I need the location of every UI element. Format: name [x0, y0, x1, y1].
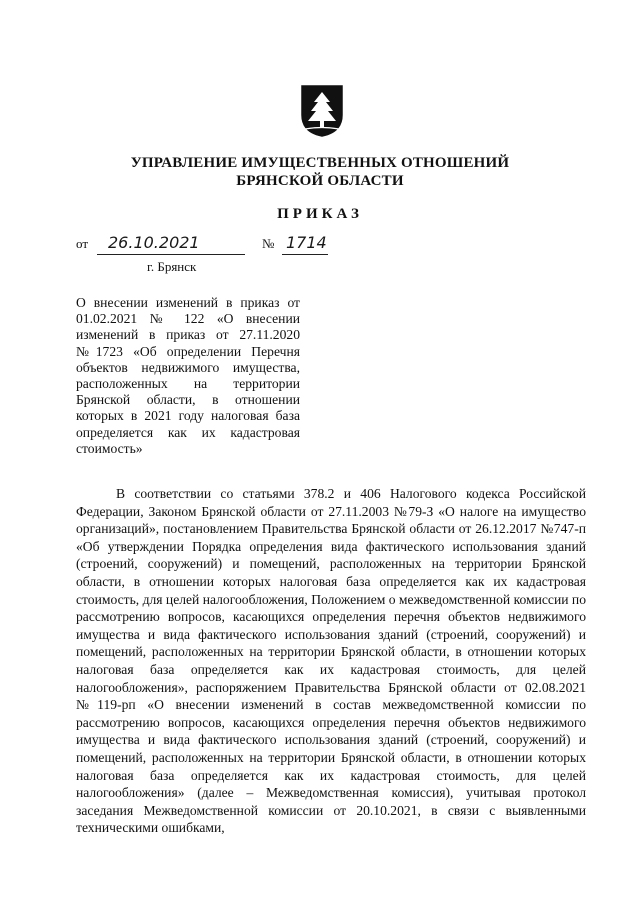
- bryansk-coat-of-arms-icon: [301, 85, 343, 137]
- org-name-line2: БРЯНСКОЙ ОБЛАСТИ: [236, 173, 404, 189]
- org-name-line1: УПРАВЛЕНИЕ ИМУЩЕСТВЕННЫХ ОТНОШЕНИЙ: [130, 155, 510, 171]
- date-underline: [97, 254, 245, 255]
- handwritten-number: 1714: [286, 233, 327, 252]
- number-label: №: [262, 236, 275, 251]
- order-subject: О внесении изменений в приказ от 01.02.2021 № 122 «О внесении изменений в приказ от 27.11.2020 №1723 «Об определении Перечня объектов недвижимого имущества, расположенных на территории Брянской области, в отношении которых в 2021 году налоговая база определяется как их кадастровая стоимость»: [76, 295, 300, 456]
- date-label: от: [76, 236, 89, 251]
- order-title: ПРИКАЗ: [277, 206, 363, 222]
- order-body-paragraph: В соответствии со статьями 378.2 и 406 Налогового кодекса Российской Федерации, Законом Брянской области от 27.11.2003 №79-З «О налоге на имущество организаций», постановлением Правительства Брянской области от 26.12.2017 №747-п «Об утверждении Порядка определения вида фактического использования зданий (строений, сооружений) и помещений, расположенных на территории Брянской области, в отношении которых налоговая база определяется как их кадастровая стоимость, для целей налогообложения, Положением о межведомственной комиссии по рассмотрению вопросов, касающихся определения перечня объектов недвижимого имущества и вида фактического использования зданий (строений, сооружений) и помещений, расположенных на территории Брянской области, в отношении которых налоговая база определяется как их кадастровая стоимость, для целей налогообложения», распоряжением Правительства Брянской области от 02.08.2021 №119-рп «О внесении изменений в состав межведомственной комиссии по рассмотрению вопросов, касающихся определения перечня объектов недвижимого имущества и вида фактического использования зданий (строений, сооружений) и помещений, расположенных на территории Брянской области, в отношении которых налоговая база определяется как их кадастровая стоимость, для целей налогообложения» (далее – Межведомственная комиссия), учитывая протокол заседания Межведомственной комиссии от 20.10.2021, в связи с выявленными техническими ошибками,: [76, 486, 586, 836]
- number-underline: [282, 254, 328, 255]
- handwritten-date: 26.10.2021: [108, 233, 200, 252]
- city-label: г. Брянск: [147, 259, 197, 274]
